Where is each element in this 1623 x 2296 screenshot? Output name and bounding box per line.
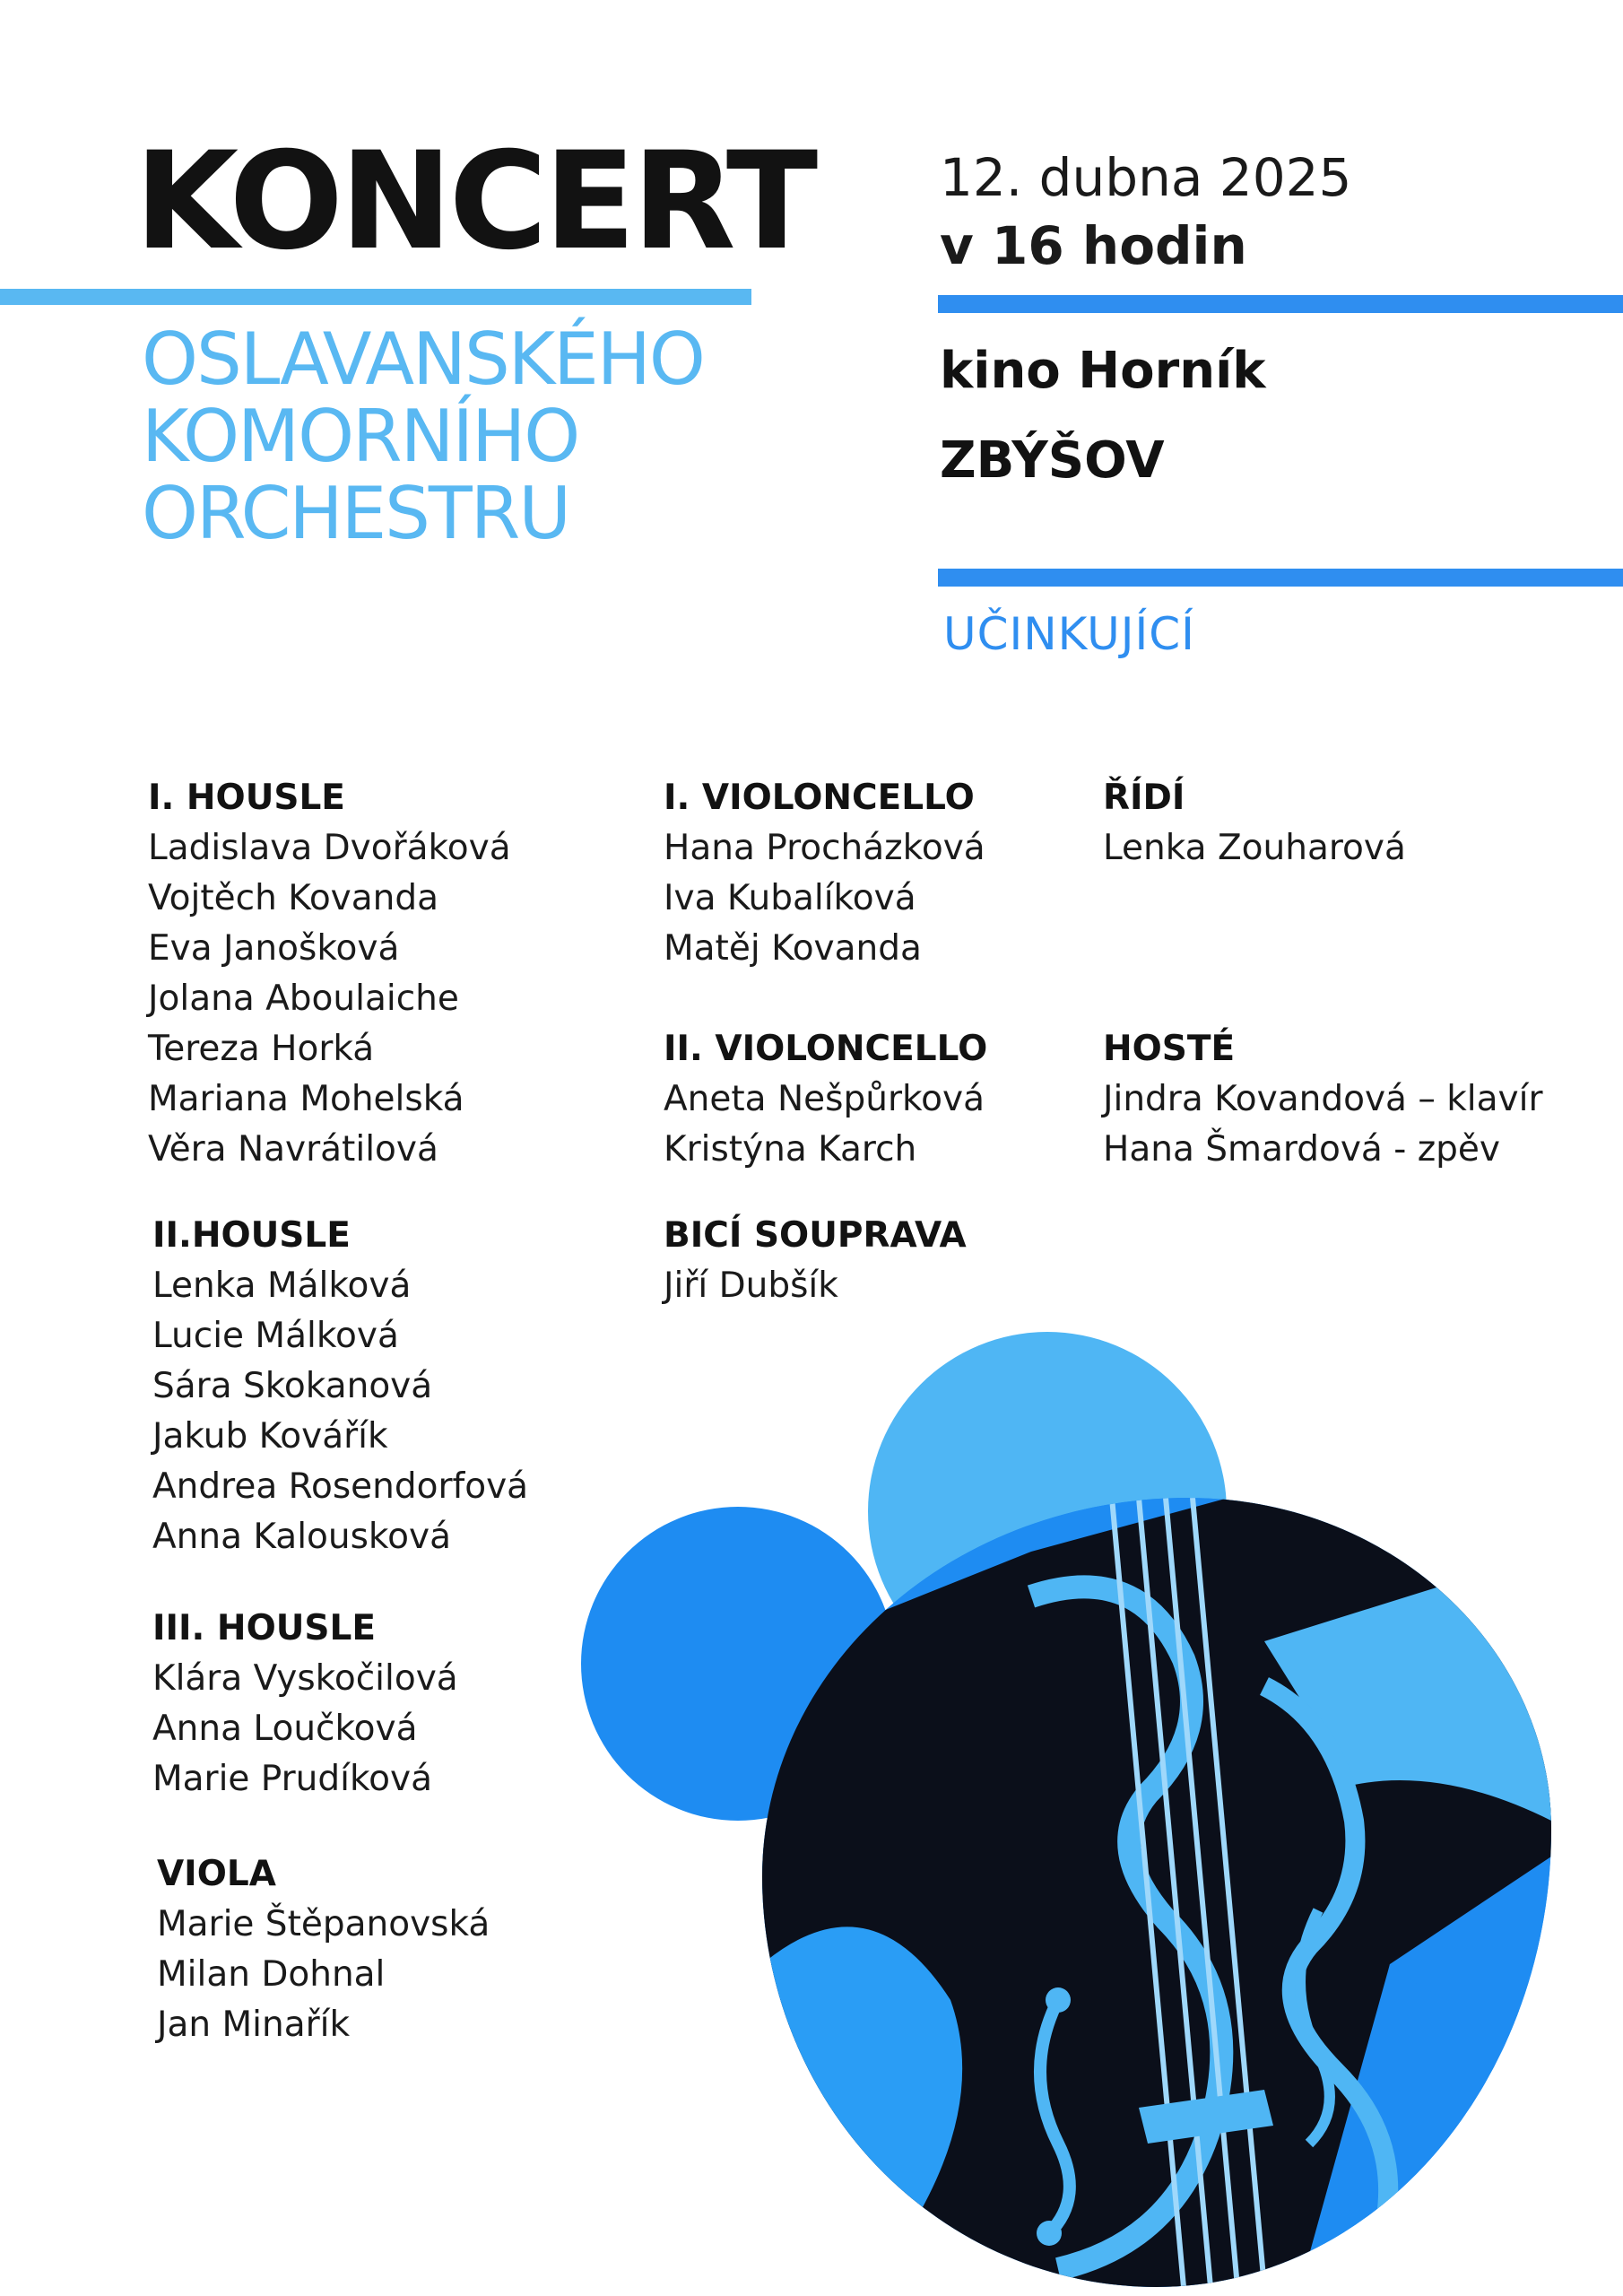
section-heading: I. VIOLONCELLO — [664, 778, 975, 818]
section-housle1 — [148, 773, 511, 1175]
musician-name: Mariana Mohelská — [148, 1079, 464, 1119]
orchestra-name-line: ORCHESTRU — [142, 472, 569, 555]
musician-name: Jakub Kovářík — [152, 1416, 388, 1457]
section-viola — [157, 1849, 490, 2050]
musician-name: Lenka Zouharová — [1103, 828, 1406, 868]
section-heading: III. HOUSLE — [152, 1608, 376, 1648]
musician-name: Marie Prudíková — [152, 1759, 433, 1799]
section-heading: HOSTÉ — [1103, 1029, 1236, 1069]
musician-name: Lucie Málková — [152, 1316, 399, 1356]
musician-name: Aneta Nešpůrková — [664, 1079, 985, 1119]
event-time: v 16 hodin — [940, 215, 1247, 276]
event-venue — [940, 326, 1266, 506]
event-datetime — [940, 144, 1351, 280]
venue-divider — [938, 569, 1623, 587]
musician-name: Vojtěch Kovanda — [148, 878, 439, 918]
musician-name: Andrea Rosendorfová — [152, 1466, 529, 1507]
musician-name: Matěj Kovanda — [664, 928, 922, 969]
event-date: 12. dubna 2025 — [940, 147, 1352, 208]
section-ridi — [1103, 773, 1406, 874]
section-heading: BICÍ SOUPRAVA — [664, 1215, 967, 1256]
musician-name: Anna Kalousková — [152, 1517, 451, 1557]
musician-name: Tereza Horká — [148, 1029, 375, 1069]
concert-title: KONCERT — [135, 124, 815, 280]
cello-icon — [762, 1498, 1551, 2287]
musician-name: Kristýna Karch — [664, 1129, 917, 1170]
datetime-divider — [938, 295, 1623, 313]
cello-illustration — [762, 1498, 1551, 2287]
musician-name: Lenka Málková — [152, 1265, 412, 1306]
orchestra-name — [142, 317, 704, 555]
musician-name: Milan Dohnal — [157, 1954, 386, 1995]
musician-name: Věra Navrátilová — [148, 1129, 438, 1170]
musician-name: Anna Loučková — [152, 1709, 418, 1749]
musician-name: Marie Štěpanovská — [157, 1904, 490, 1944]
musician-name: Jindra Kovandová – klavír — [1103, 1079, 1543, 1119]
section-violoncello1 — [664, 773, 985, 974]
orchestra-name-line: KOMORNÍHO — [142, 395, 579, 478]
section-bici — [664, 1211, 967, 1311]
section-heading: I. HOUSLE — [148, 778, 345, 818]
musician-name: Sára Skokanová — [152, 1366, 433, 1406]
section-hoste — [1103, 1024, 1543, 1175]
orchestra-name-line: OSLAVANSKÉHO — [142, 317, 704, 401]
venue-name: kino Horník — [940, 342, 1266, 400]
section-housle2 — [152, 1211, 528, 1562]
musician-name: Iva Kubalíková — [664, 878, 916, 918]
musician-name: Jolana Aboulaiche — [148, 978, 459, 1019]
section-heading: ŘÍDÍ — [1103, 778, 1185, 818]
performers-heading: UČINKUJÍCÍ — [943, 608, 1195, 660]
section-heading: II.HOUSLE — [152, 1215, 351, 1256]
section-violoncello2 — [664, 1024, 987, 1175]
musician-name: Ladislava Dvořáková — [148, 828, 511, 868]
musician-name: Hana Šmardová - zpěv — [1103, 1129, 1500, 1170]
musician-name: Klára Vyskočilová — [152, 1658, 458, 1699]
section-housle3 — [152, 1604, 458, 1805]
musician-name: Eva Janošková — [148, 928, 400, 969]
section-heading: VIOLA — [157, 1854, 276, 1894]
musician-name: Jan Minařík — [157, 2005, 351, 2045]
section-heading: II. VIOLONCELLO — [664, 1029, 988, 1069]
musician-name: Hana Procházková — [664, 828, 985, 868]
venue-town: ZBÝŠOV — [940, 431, 1165, 490]
musician-name: Jiří Dubšík — [664, 1265, 838, 1306]
title-divider — [0, 289, 751, 305]
